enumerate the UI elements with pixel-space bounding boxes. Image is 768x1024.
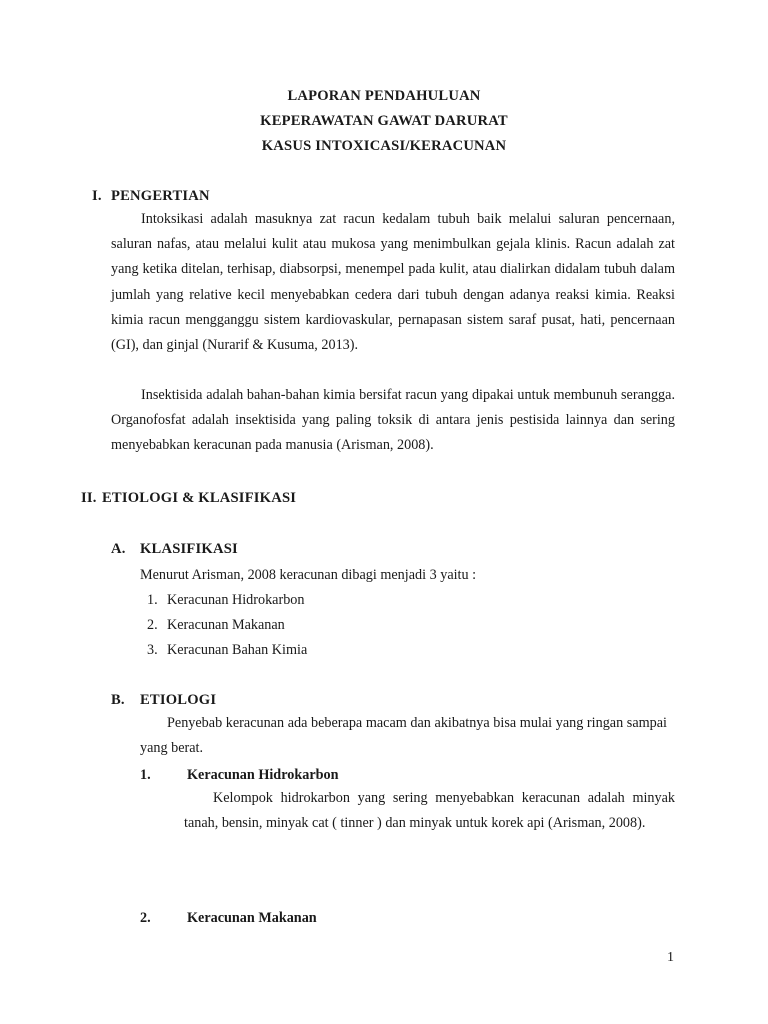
list-item-number: 3. [147, 642, 158, 658]
subsection-b-letter: B. [111, 692, 125, 708]
document-title-line-1: LAPORAN PENDAHULUAN [287, 88, 481, 104]
subsection-b-heading: ETIOLOGI [140, 692, 217, 708]
section-2-heading: ETIOLOGI & KLASIFIKASI [102, 490, 297, 506]
list-item-number: 2. [147, 617, 158, 633]
subsection-a-letter: A. [111, 541, 126, 557]
list-item: Keracunan Bahan Kimia [167, 642, 308, 658]
list-item-number: 1. [147, 592, 158, 608]
list-item: Keracunan Hidrokarbon [167, 592, 305, 608]
document-title-line-2: KEPERAWATAN GAWAT DARURAT [260, 113, 508, 129]
etiologi-item-1-heading: Keracunan Hidrokarbon [187, 767, 339, 783]
section-1-paragraph-2: Insektisida adalah bahan-bahan kimia bersifat racun yang dipakai untuk membunuh serangga. Organofosfat adalah insektisida yang paling toksik di antara jenis pestisida lainnya dan sering menyebabkan keracunan pada manusia (Arisman, 2008). [111, 387, 675, 454]
section-1-heading: PENGERTIAN [111, 188, 210, 204]
section-1-paragraph-1: Intoksikasi adalah masuknya zat racun kedalam tubuh baik melalui saluran pencernaan, saluran nafas, atau melalui kulit atau mukosa yang menimbulkan gejala klinis. Racun adalah zat yang ketika ditelan, terhisap, diabsorpsi, menempel pada kulit, atau dialirkan didalam tubuh dalam jumlah yang relative kecil menyebabkan cedera dari tubuh dengan adanya reaksi kimia. Reaksi kimia racun mengganggu sistem kardiovaskular, pernapasan sistem saraf pusat, hati, pencernaan (GI), dan ginjal (Nurarif & Kusuma, 2013). [111, 211, 675, 354]
section-2-number: II. [81, 490, 97, 506]
etiologi-item-1-number: 1. [140, 767, 151, 783]
etiologi-item-1-text: Kelompok hidrokarbon yang sering menyebabkan keracunan adalah minyak tanah, bensin, minyak cat ( tinner ) dan minyak untuk korek api (Arisman, 2008). [184, 790, 675, 832]
subsection-b-intro: Penyebab keracunan ada beberapa macam dan akibatnya bisa mulai yang ringan sampai yang berat. [140, 715, 667, 757]
document-title-line-3: KASUS INTOXICASI/KERACUNAN [261, 138, 507, 154]
section-1-number: I. [92, 188, 102, 204]
page-number: 1 [667, 950, 674, 965]
subsection-a-heading: KLASIFIKASI [140, 541, 238, 557]
subsection-a-intro: Menurut Arisman, 2008 keracunan dibagi menjadi 3 yaitu : [140, 567, 477, 583]
etiologi-item-2-heading: Keracunan Makanan [187, 910, 317, 926]
etiologi-item-2-number: 2. [140, 910, 151, 926]
list-item: Keracunan Makanan [167, 617, 285, 633]
